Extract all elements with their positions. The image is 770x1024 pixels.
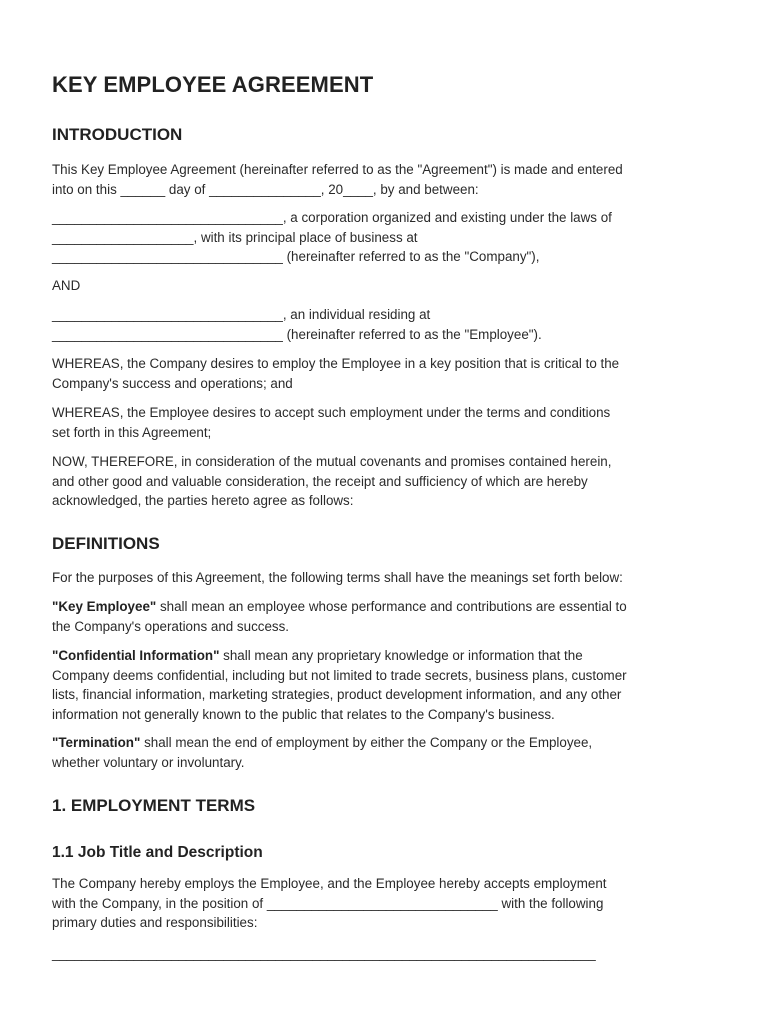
employment-terms-heading: 1. EMPLOYMENT TERMS bbox=[52, 796, 256, 815]
definition-confidential-information bbox=[52, 646, 627, 724]
definition-text: shall mean an employee whose performance and contributions are essential to bbox=[156, 599, 627, 614]
now-therefore-paragraph bbox=[52, 452, 611, 511]
company-party-paragraph bbox=[52, 208, 612, 267]
definition-text: shall mean any proprietary knowledge or information that the bbox=[219, 648, 583, 663]
whereas-1-line: Company's success and operations; and bbox=[52, 375, 293, 391]
company-line: ___________________, with its principal place of business at bbox=[52, 229, 418, 245]
whereas-2-line: WHEREAS, the Employee desires to accept such employment under the terms and conditions bbox=[52, 405, 611, 420]
job-title-heading: 1.1 Job Title and Description bbox=[52, 844, 263, 861]
definition-text: shall mean the end of employment by either the Company or the Employee, bbox=[140, 735, 593, 750]
job-title-line: primary duties and responsibilities: bbox=[52, 915, 258, 930]
definition-text: the Company's operations and success. bbox=[52, 618, 290, 634]
employee-party-paragraph bbox=[52, 305, 542, 344]
definition-text: Company deems confidential, including but not limited to trade secrets, business plans, customer bbox=[52, 667, 627, 683]
company-line: _______________________________ (hereinafter referred to as the "Company"), bbox=[52, 249, 540, 264]
definition-key-employee bbox=[52, 597, 627, 636]
job-title-line: The Company hereby employs the Employee, and the Employee hereby accepts employment bbox=[52, 876, 607, 891]
whereas-1-paragraph bbox=[52, 354, 619, 393]
definition-text: whether voluntary or involuntary. bbox=[52, 754, 245, 770]
intro-line: into on this ______ day of _______________, 20____, by and between: bbox=[52, 181, 479, 197]
job-title-paragraph bbox=[52, 874, 607, 933]
whereas-2-paragraph bbox=[52, 403, 610, 442]
introduction-heading: INTRODUCTION bbox=[52, 125, 183, 144]
definition-termination bbox=[52, 733, 592, 772]
now-therefore-line: and other good and valuable consideration, the receipt and sufficiency of which are hereby bbox=[52, 473, 588, 489]
intro-paragraph bbox=[52, 160, 623, 199]
whereas-2-line: set forth in this Agreement; bbox=[52, 424, 212, 440]
definitions-intro: For the purposes of this Agreement, the following terms shall have the meanings set forth below: bbox=[52, 570, 623, 585]
company-line: _______________________________, a corporation organized and existing under the laws of bbox=[52, 210, 612, 225]
definition-term: "Termination" bbox=[52, 735, 141, 750]
definition-text: information not generally known to the public that relates to the Company's business. bbox=[52, 706, 555, 722]
now-therefore-line: NOW, THEREFORE, in consideration of the mutual covenants and promises contained herein, bbox=[52, 454, 612, 469]
definition-term: "Key Employee" bbox=[52, 599, 157, 614]
job-title-line: with the Company, in the position of _______________________________ with the following bbox=[52, 895, 604, 911]
document-title: KEY EMPLOYEE AGREEMENT bbox=[52, 72, 374, 97]
employee-line: _______________________________ (hereinafter referred to as the "Employee"). bbox=[52, 326, 542, 342]
and-label: AND bbox=[52, 278, 81, 293]
definition-text: lists, financial information, marketing strategies, product development information, and any other bbox=[52, 687, 622, 702]
employee-line: _______________________________, an individual residing at bbox=[52, 307, 431, 322]
definition-term: "Confidential Information" bbox=[52, 648, 220, 663]
whereas-1-line: WHEREAS, the Company desires to employ the Employee in a key position that is critical to the bbox=[52, 356, 620, 371]
intro-line: This Key Employee Agreement (hereinafter referred to as the "Agreement") is made and entered bbox=[52, 162, 623, 177]
duties-blank-line: _________________________________________________________________________ bbox=[52, 946, 596, 961]
definitions-heading: DEFINITIONS bbox=[52, 534, 160, 553]
now-therefore-line: acknowledged, the parties hereto agree as follows: bbox=[52, 493, 354, 508]
